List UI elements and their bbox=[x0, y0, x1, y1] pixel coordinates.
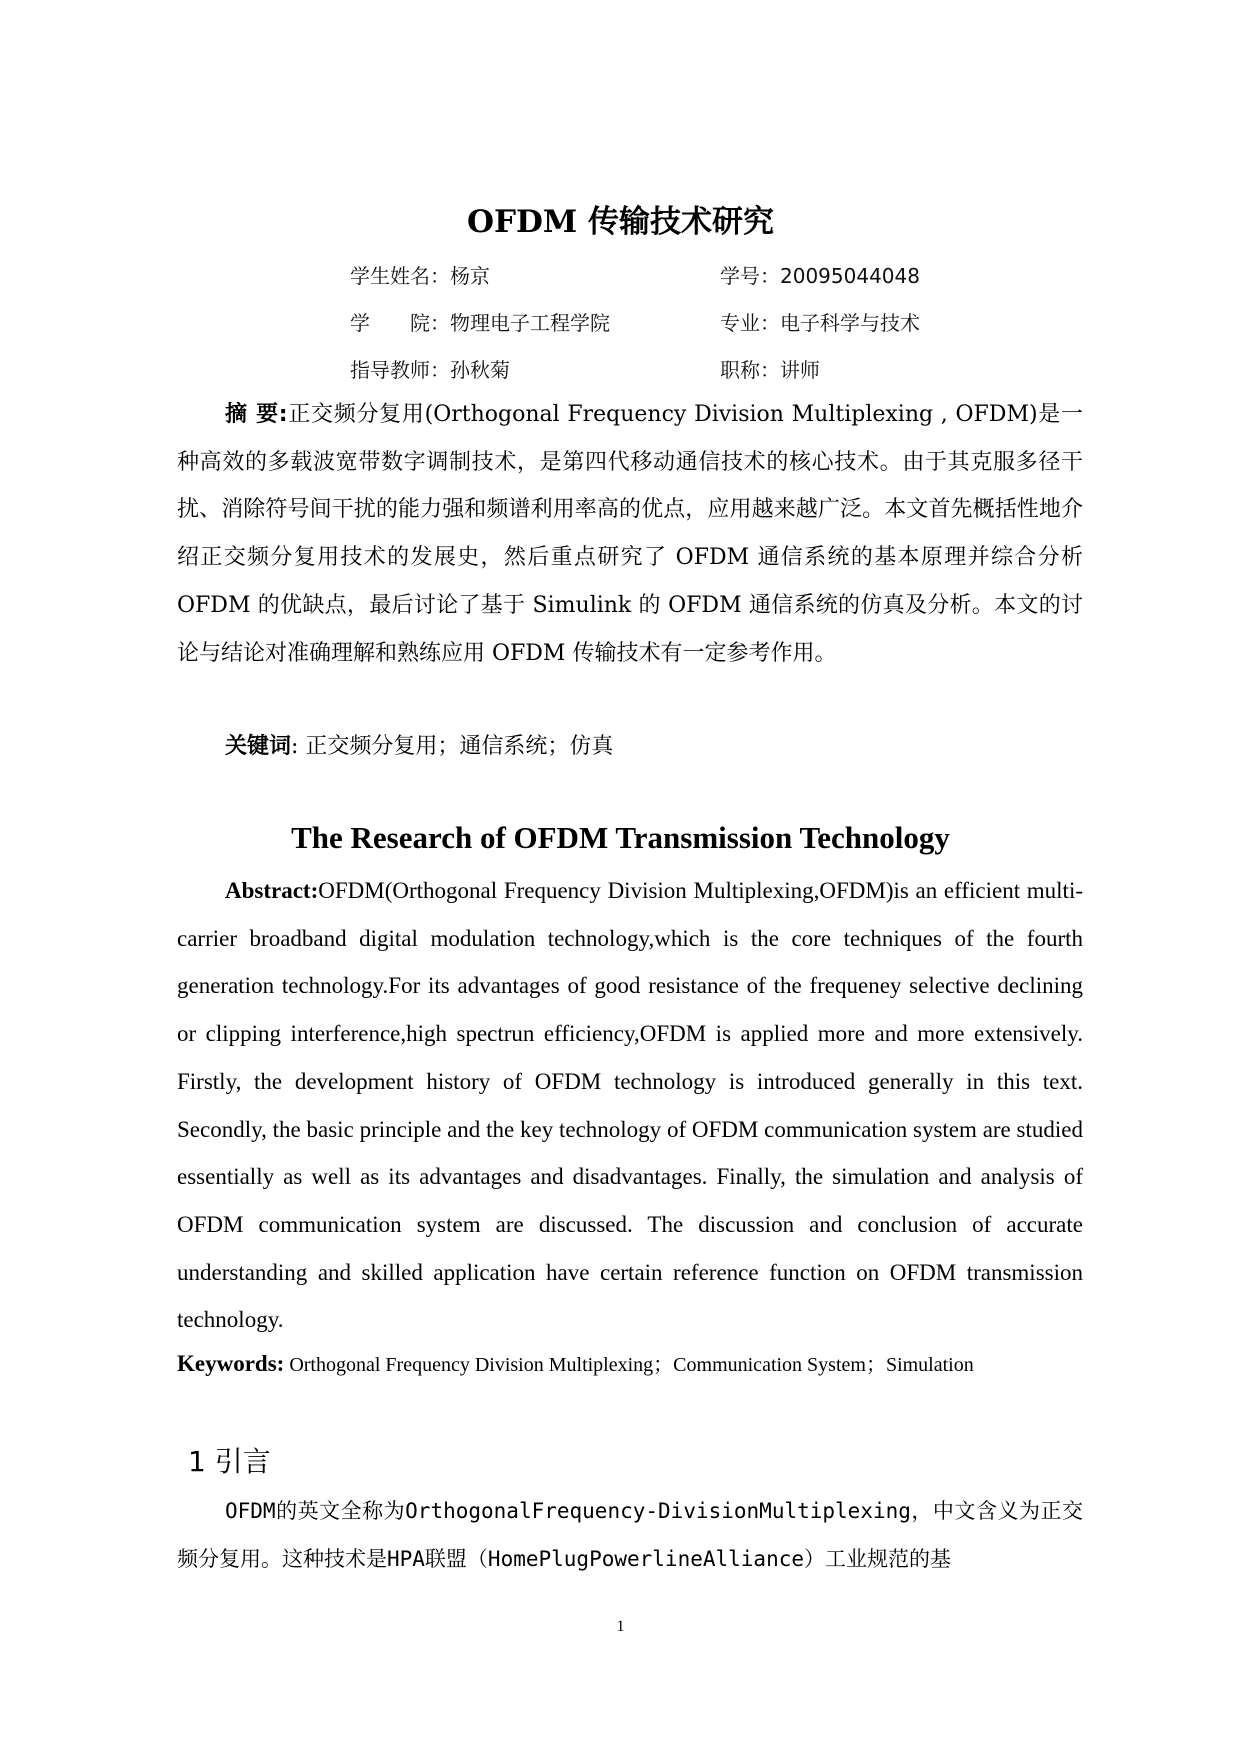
keywords-cn bbox=[177, 723, 1083, 771]
english-title: The Research of OFDM Transmission Technology bbox=[291, 820, 950, 855]
abstract-cn-label: 摘 要: bbox=[225, 402, 288, 427]
rank-label: 职称： bbox=[720, 358, 780, 382]
keywords-en-label: Keywords: bbox=[177, 1351, 285, 1376]
id-label: 学号： bbox=[720, 264, 780, 288]
rank-info bbox=[720, 354, 820, 383]
info-row-advisor bbox=[350, 354, 1050, 388]
advisor-name: 孙秋菊 bbox=[450, 358, 510, 382]
student-info bbox=[350, 260, 490, 289]
abstract-en-text: OFDM(Orthogonal Frequency Division Multiplexing,OFDM)is an efficient multi-carrier broadband digital modulation technology,which is the core techniques of the fourth generation technology.For its advantages of good resistance of the frequeney selective declining or clipping interference,high spectrun efficiency,OFDM is applied more and more extensively. Firstly, the development history of OFDM technology is introduced generally in this text. Secondly, the basic principle and the key technology of OFDM communication system are studied essentially as well as its advantages and disadvantages. Finally, the simulation and analysis of OFDM communication system are discussed. The discussion and conclusion of accurate understanding and skilled application have certain reference function on OFDM transmission technology. bbox=[177, 878, 1083, 1333]
major-info bbox=[720, 307, 920, 336]
college-value: 物理电子工程学院 bbox=[450, 311, 610, 335]
student-name: 杨京 bbox=[450, 264, 490, 288]
page-number: 1 bbox=[616, 1618, 625, 1635]
advisor-label: 指导教师： bbox=[350, 358, 450, 382]
major-value: 电子科学与技术 bbox=[780, 311, 920, 335]
abstract-cn-text: 正交频分复用(Orthogonal Frequency Division Multiplexing , OFDM)是一种高效的多载波宽带数字调制技术，是第四代移动通信技术的核心技术。由于其克服多径干扰、消除符号间干扰的能力强和频谱利用率高的优点，应用越来越广泛。本文首先概括性地介绍正交频分复用技术的发展史，然后重点研究了 OFDM 通信系统的基本原理并综合分析 OFDM 的优缺点，最后讨论了基于 Simulink 的 OFDM 通信系统的仿真及分析。本文的讨论与结论对准确理解和熟练应用 OFDM 传输技术有一定参考作用。 bbox=[177, 402, 1083, 666]
rank-value: 讲师 bbox=[780, 358, 820, 382]
keywords-cn-label: 关键词 bbox=[225, 734, 292, 759]
abstract-en-label: Abstract: bbox=[225, 878, 319, 903]
section-body: OFDM的英文全称为OrthogonalFrequency-DivisionMultiplexing，中文含义为正交频分复用。这种技术是HPA联盟（HomePlugPowerlineAlliance）工业规范的基 bbox=[177, 1499, 1083, 1571]
id-info bbox=[720, 260, 920, 289]
keywords-en bbox=[177, 1348, 1107, 1377]
chinese-title: OFDM 传输技术研究 bbox=[466, 204, 774, 240]
info-row-student bbox=[350, 260, 1050, 294]
id-value: 20095044048 bbox=[780, 264, 920, 288]
advisor-info bbox=[350, 354, 510, 383]
keywords-en-text: Orthogonal Frequency Division Multiplexing；Communication System；Simulation bbox=[284, 1354, 974, 1376]
section-heading: 1 引言 bbox=[188, 1445, 271, 1478]
abstract-en bbox=[177, 867, 1083, 1344]
info-row-college bbox=[350, 307, 1050, 341]
major-label: 专业： bbox=[720, 311, 780, 335]
keywords-cn-text: : 正交频分复用；通信系统；仿真 bbox=[291, 734, 614, 759]
college-info bbox=[350, 307, 610, 336]
student-label: 学生姓名： bbox=[350, 264, 450, 288]
abstract-cn bbox=[177, 391, 1083, 677]
college-label: 学 院： bbox=[350, 311, 450, 335]
